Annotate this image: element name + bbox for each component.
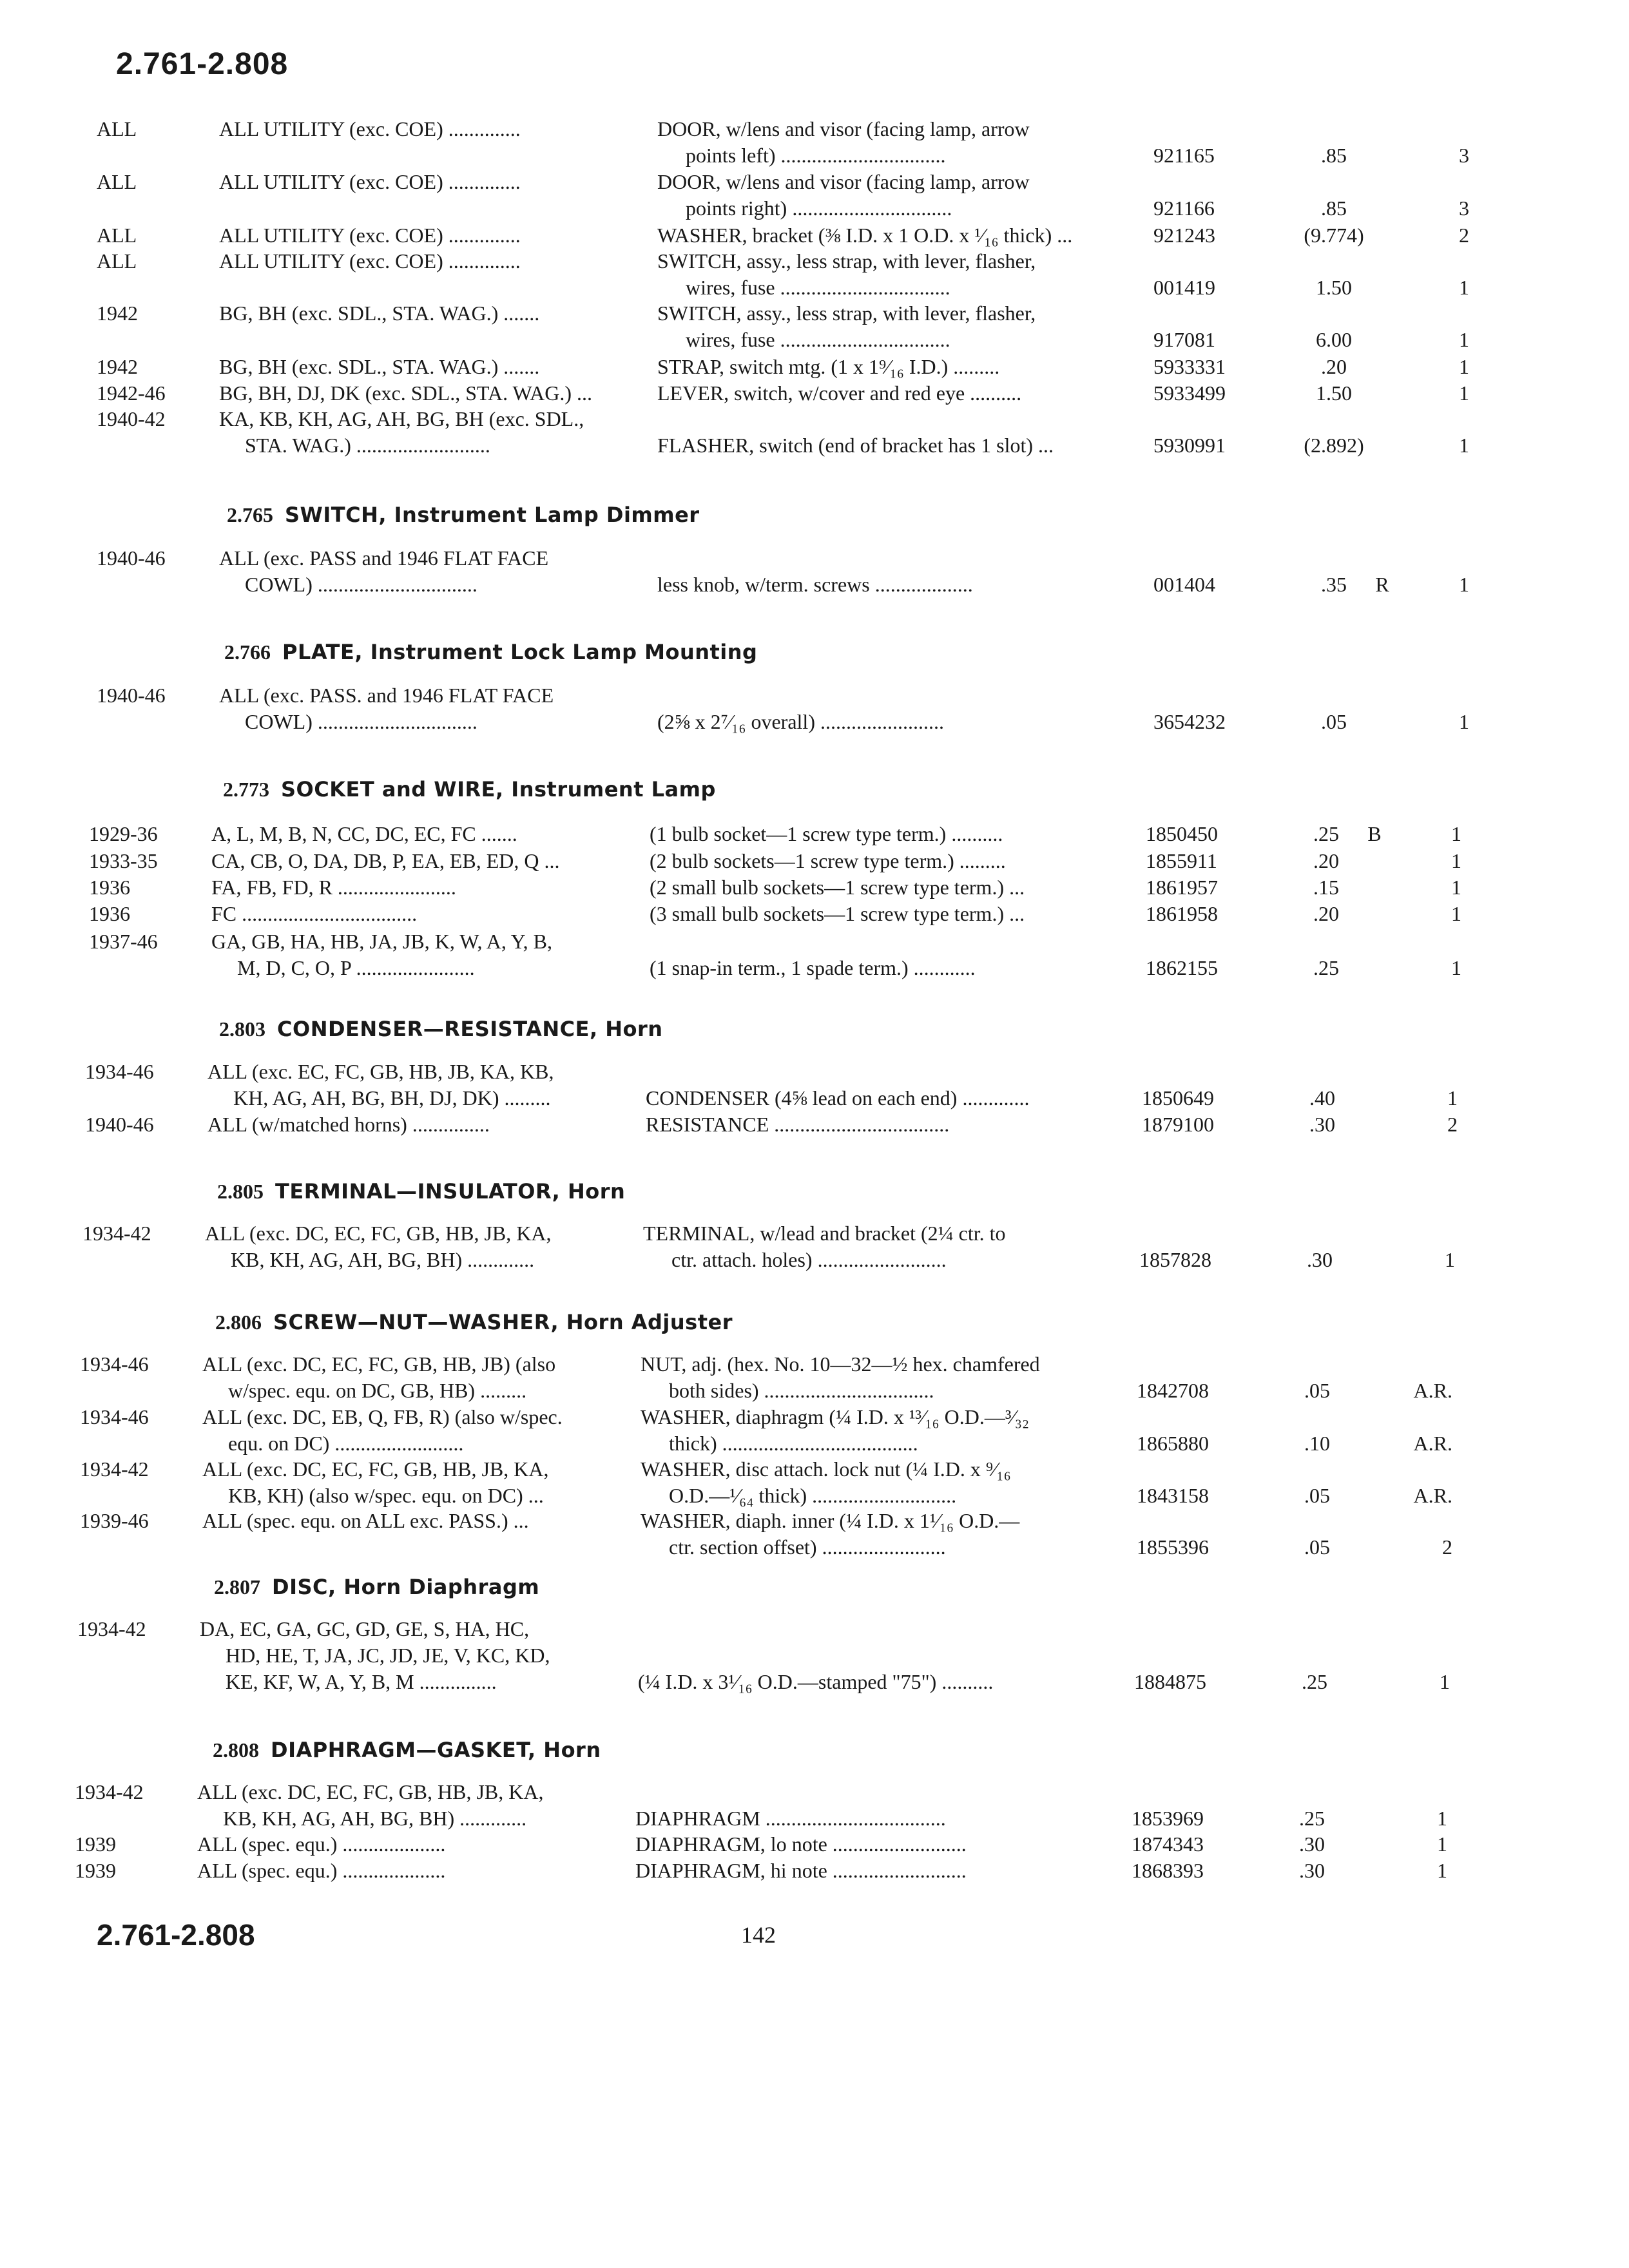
row-part-number: 1855396 [1137, 1535, 1209, 1559]
row-year: 1934-46 [85, 1060, 154, 1083]
row-part-number: 5933331 [1153, 355, 1226, 378]
section-number: 2.803 [219, 1017, 265, 1041]
row-description: (2⅝ x 2⁷⁄₁₆ overall) ........................ [657, 710, 944, 733]
section-number: 2.808 [213, 1738, 259, 1762]
row-year: 1934-42 [75, 1780, 144, 1803]
row-quantity: 3 [1459, 144, 1469, 167]
row-part-number: 1874343 [1132, 1832, 1204, 1856]
row-code: B [1367, 822, 1382, 845]
row-part-number: 1861958 [1146, 902, 1218, 925]
row-quantity: 1 [1459, 381, 1469, 405]
row-price: .85 [1321, 144, 1347, 167]
row-part-number: 1865880 [1137, 1432, 1209, 1455]
page-footer-range: 2.761-2.808 [97, 1918, 255, 1952]
table-row [0, 1859, 1607, 1885]
row-year: 1937-46 [89, 930, 158, 953]
row-price: .25 [1313, 822, 1339, 845]
row-model: FA, FB, FD, R ....................... [211, 876, 456, 899]
row-part-number: 001404 [1153, 573, 1215, 596]
row-part-number: 1842708 [1137, 1379, 1209, 1402]
row-description: wires, fuse ................................. [686, 276, 950, 299]
row-price: .05 [1304, 1484, 1330, 1507]
row-quantity: A.R. [1413, 1484, 1452, 1507]
row-description: (2 bulb sockets—1 screw type term.) ......... [650, 849, 1006, 872]
row-year: 1934-42 [77, 1617, 146, 1640]
table-row [0, 117, 1629, 170]
table-row [0, 930, 1621, 983]
row-part-number: 5933499 [1153, 381, 1226, 405]
row-model: ALL (exc. PASS and 1946 FLAT FACE [219, 546, 549, 570]
row-model: M, D, C, O, P ....................... [237, 956, 475, 979]
row-model: ALL (exc. DC, EC, FC, GB, HB, JB, KA, [205, 1222, 552, 1245]
row-price: .30 [1299, 1859, 1325, 1882]
row-year: 1934-46 [80, 1405, 149, 1428]
table-row [0, 1060, 1617, 1113]
row-part-number: 1843158 [1137, 1484, 1209, 1507]
row-description: O.D.—¹⁄₆₄ thick) ............................ [669, 1484, 957, 1507]
row-description: WASHER, diaphragm (¼ I.D. x ¹³⁄₁₆ O.D.—³⁄₃₂ [641, 1405, 1030, 1428]
table-row [0, 224, 1629, 250]
row-quantity: 1 [1447, 1086, 1458, 1110]
table-row [0, 876, 1621, 902]
row-model: ALL (spec. equ.) .................... [197, 1832, 446, 1856]
section-number: 2.805 [217, 1180, 264, 1203]
row-quantity: 1 [1459, 328, 1469, 351]
row-description: (1 snap-in term., 1 spade term.) ............ [650, 956, 976, 979]
row-year: 1942 [97, 302, 138, 325]
row-price: (2.892) [1304, 434, 1364, 457]
table-row [0, 1352, 1612, 1405]
section-heading [223, 777, 716, 802]
row-price: .30 [1299, 1832, 1325, 1856]
row-quantity: 3 [1459, 197, 1469, 220]
row-description: (¼ I.D. x 3¹⁄₁₆ O.D.—stamped "75") .......... [638, 1670, 994, 1693]
row-quantity: 2 [1459, 224, 1469, 247]
row-price: .30 [1309, 1113, 1335, 1136]
row-part-number: 1850450 [1146, 822, 1218, 845]
row-part-number: 5930991 [1153, 434, 1226, 457]
row-model: KH, AG, AH, BG, BH, DJ, DK) ......... [233, 1086, 551, 1110]
row-year: 1939 [75, 1859, 116, 1882]
row-description: thick) ...................................... [669, 1432, 918, 1455]
row-model: ALL UTILITY (exc. COE) .............. [219, 249, 521, 273]
row-quantity: 1 [1459, 710, 1469, 733]
row-description: TERMINAL, w/lead and bracket (2¼ ctr. to [643, 1222, 1006, 1245]
row-year: 1942 [97, 355, 138, 378]
row-code: R [1375, 573, 1389, 596]
row-price: .20 [1313, 902, 1339, 925]
row-description: (1 bulb socket—1 screw type term.) .......... [650, 822, 1003, 845]
section-number: 2.766 [224, 640, 271, 664]
table-row [0, 407, 1629, 460]
row-model: KA, KB, KH, AG, AH, BG, BH (exc. SDL., [219, 407, 584, 430]
row-description: LEVER, switch, w/cover and red eye .......... [657, 381, 1022, 405]
row-quantity: 1 [1459, 573, 1469, 596]
row-description: STRAP, switch mtg. (1 x 1⁹⁄₁₆ I.D.) ......... [657, 355, 1000, 378]
page-number: 142 [741, 1922, 776, 1948]
row-description: DIAPHRAGM ................................... [635, 1807, 946, 1830]
row-model: COWL) ............................... [245, 573, 477, 596]
row-model: COWL) ............................... [245, 710, 477, 733]
row-description: wires, fuse ................................. [686, 328, 950, 351]
row-part-number: 001419 [1153, 276, 1215, 299]
row-price: .30 [1307, 1248, 1333, 1271]
row-year: 1940-42 [97, 407, 166, 430]
row-model: equ. on DC) ......................... [228, 1432, 464, 1455]
row-quantity: 1 [1451, 849, 1461, 872]
row-year: ALL [97, 117, 137, 140]
row-year: 1936 [89, 902, 130, 925]
row-year: ALL [97, 224, 137, 247]
row-part-number: 1884875 [1134, 1670, 1206, 1693]
row-description: FLASHER, switch (end of bracket has 1 slot) ... [657, 434, 1054, 457]
section-number: 2.806 [215, 1311, 262, 1334]
row-description: SWITCH, assy., less strap, with lever, flasher, [657, 302, 1036, 325]
row-description: SWITCH, assy., less strap, with lever, flasher, [657, 249, 1036, 273]
row-part-number: 1868393 [1132, 1859, 1204, 1882]
row-price: .40 [1309, 1086, 1335, 1110]
row-model: ALL (exc. DC, EC, FC, GB, HB, JB) (also [202, 1352, 556, 1376]
table-row [0, 1832, 1607, 1859]
row-description: DIAPHRAGM, lo note .......................... [635, 1832, 967, 1856]
row-description: ctr. attach. holes) ......................... [671, 1248, 947, 1271]
row-price: .05 [1321, 710, 1347, 733]
row-description: both sides) ................................. [669, 1379, 934, 1402]
row-quantity: 1 [1459, 355, 1469, 378]
row-year: 1934-42 [82, 1222, 151, 1245]
section-heading [219, 1017, 663, 1041]
row-description: NUT, adj. (hex. No. 10—32—½ hex. chamfered [641, 1352, 1040, 1376]
row-part-number: 1879100 [1142, 1113, 1214, 1136]
row-model: BG, BH (exc. SDL., STA. WAG.) ....... [219, 302, 540, 325]
row-model: ALL UTILITY (exc. COE) .............. [219, 117, 521, 140]
row-part-number: 1850649 [1142, 1086, 1214, 1110]
row-year: 1940-46 [85, 1113, 154, 1136]
section-title: SOCKET and WIRE, Instrument Lamp [281, 777, 716, 802]
section-heading [224, 640, 757, 664]
table-row [0, 355, 1629, 381]
table-row [0, 1617, 1610, 1696]
row-model: CA, CB, O, DA, DB, P, EA, EB, ED, Q ... [211, 849, 560, 872]
row-year: 1936 [89, 876, 130, 899]
row-description: points right) ............................... [686, 197, 952, 220]
row-quantity: 2 [1447, 1113, 1458, 1136]
row-model: KB, KH, AG, AH, BG, BH) ............. [223, 1807, 527, 1830]
table-row [0, 302, 1629, 354]
row-price: .20 [1321, 355, 1347, 378]
row-model: ALL (exc. DC, EC, FC, GB, HB, JB, KA, [197, 1780, 544, 1803]
table-row [0, 1780, 1607, 1833]
row-quantity: 1 [1451, 956, 1461, 979]
row-part-number: 917081 [1153, 328, 1215, 351]
row-model: STA. WAG.) .......................... [245, 434, 490, 457]
row-part-number: 921243 [1153, 224, 1215, 247]
row-quantity: 1 [1437, 1832, 1447, 1856]
section-title: PLATE, Instrument Lock Lamp Mounting [282, 640, 758, 664]
row-price: .05 [1304, 1379, 1330, 1402]
row-part-number: 921166 [1153, 197, 1215, 220]
row-model: ALL (exc. PASS. and 1946 FLAT FACE [219, 684, 554, 707]
row-quantity: 2 [1442, 1535, 1452, 1559]
row-price: (9.774) [1304, 224, 1364, 247]
row-model: ALL (spec. equ.) .................... [197, 1859, 446, 1882]
row-price: 1.50 [1316, 381, 1352, 405]
row-part-number: 1855911 [1146, 849, 1217, 872]
table-row [0, 170, 1629, 223]
row-price: .05 [1304, 1535, 1330, 1559]
row-model: ALL (exc. EC, FC, GB, HB, JB, KA, KB, [207, 1060, 554, 1083]
row-description: RESISTANCE .................................. [646, 1113, 950, 1136]
row-model: ALL UTILITY (exc. COE) .............. [219, 170, 521, 193]
row-quantity: A.R. [1413, 1432, 1452, 1455]
row-part-number: 3654232 [1153, 710, 1226, 733]
row-description: WASHER, bracket (⅜ I.D. x 1 O.D. x ¹⁄₁₆ thick) ... [657, 224, 1073, 247]
section-title: DIAPHRAGM—GASKET, Horn [271, 1738, 601, 1762]
row-model: KB, KH) (also w/spec. equ. on DC) ... [228, 1484, 544, 1507]
row-price: .25 [1302, 1670, 1327, 1693]
table-row [0, 684, 1629, 736]
table-row [0, 546, 1629, 599]
row-price: .25 [1299, 1807, 1325, 1830]
row-price: .20 [1313, 849, 1339, 872]
row-year: 1942-46 [97, 381, 166, 405]
row-quantity: 1 [1440, 1670, 1450, 1693]
section-title: CONDENSER—RESISTANCE, Horn [277, 1017, 663, 1041]
section-heading [213, 1738, 601, 1762]
row-model: BG, BH (exc. SDL., STA. WAG.) ....... [219, 355, 540, 378]
row-model: GA, GB, HA, HB, JA, JB, K, W, A, Y, B, [211, 930, 552, 953]
row-model: A, L, M, B, N, CC, DC, EC, FC ....... [211, 822, 517, 845]
row-part-number: 1853969 [1132, 1807, 1204, 1830]
row-year: ALL [97, 249, 137, 273]
row-description: less knob, w/term. screws ................... [657, 573, 973, 596]
row-quantity: A.R. [1413, 1379, 1452, 1402]
row-quantity: 1 [1445, 1248, 1455, 1271]
row-model: BG, BH, DJ, DK (exc. SDL., STA. WAG.) ... [219, 381, 593, 405]
row-year: 1940-46 [97, 684, 166, 707]
table-row [0, 1457, 1612, 1510]
table-row [0, 1113, 1617, 1139]
section-heading [227, 503, 700, 527]
row-year: 1934-42 [80, 1457, 149, 1481]
row-quantity: 1 [1437, 1807, 1447, 1830]
row-year: 1939 [75, 1832, 116, 1856]
row-year: 1929-36 [89, 822, 158, 845]
row-price: .85 [1321, 197, 1347, 220]
section-number: 2.807 [214, 1575, 260, 1599]
row-description: points left) ................................ [686, 144, 946, 167]
row-model: FC .................................. [211, 902, 418, 925]
section-heading [217, 1179, 625, 1204]
row-price: .25 [1313, 956, 1339, 979]
table-row [0, 822, 1621, 849]
row-quantity: 1 [1459, 276, 1469, 299]
row-quantity: 1 [1459, 434, 1469, 457]
row-price: .15 [1313, 876, 1339, 899]
row-part-number: 921165 [1153, 144, 1215, 167]
row-year: 1939-46 [80, 1509, 149, 1532]
row-description: ctr. section offset) ........................ [669, 1535, 946, 1559]
row-model: HD, HE, T, JA, JC, JD, JE, V, KC, KD, [226, 1644, 550, 1667]
table-row [0, 1405, 1612, 1458]
table-row [0, 381, 1629, 408]
row-description: WASHER, disc attach. lock nut (¼ I.D. x ⁹⁄₁₆ [641, 1457, 1011, 1481]
row-part-number: 1857828 [1139, 1248, 1211, 1271]
table-row [0, 249, 1629, 302]
section-title: SWITCH, Instrument Lamp Dimmer [285, 503, 700, 527]
table-row [0, 902, 1621, 928]
row-year: 1934-46 [80, 1352, 149, 1376]
row-description: (3 small bulb sockets—1 screw type term.) ... [650, 902, 1025, 925]
row-model: KB, KH, AG, AH, BG, BH) ............. [231, 1248, 535, 1271]
table-row [0, 1509, 1612, 1562]
row-description: CONDENSER (4⅝ lead on each end) ............. [646, 1086, 1030, 1110]
section-title: TERMINAL—INSULATOR, Horn [275, 1179, 626, 1204]
row-model: ALL (w/matched horns) ............... [207, 1113, 490, 1136]
row-quantity: 1 [1437, 1859, 1447, 1882]
row-model: ALL (exc. DC, EB, Q, FB, R) (also w/spec. [202, 1405, 563, 1428]
table-row [0, 1222, 1615, 1274]
row-model: KE, KF, W, A, Y, B, M ............... [226, 1670, 497, 1693]
section-title: DISC, Horn Diaphragm [272, 1575, 540, 1599]
row-quantity: 1 [1451, 876, 1461, 899]
section-heading [214, 1575, 539, 1599]
row-part-number: 1861957 [1146, 876, 1218, 899]
row-description: WASHER, diaph. inner (¼ I.D. x 1¹⁄₁₆ O.D.— [641, 1509, 1020, 1532]
table-row [0, 849, 1621, 876]
row-model: ALL (spec. equ. on ALL exc. PASS.) ... [202, 1509, 529, 1532]
row-description: DOOR, w/lens and visor (facing lamp, arrow [657, 117, 1030, 140]
page-header-range: 2.761-2.808 [116, 47, 289, 81]
row-price: 1.50 [1316, 276, 1352, 299]
row-model: ALL UTILITY (exc. COE) .............. [219, 224, 521, 247]
row-price: .35 [1321, 573, 1347, 596]
row-model: ALL (exc. DC, EC, FC, GB, HB, JB, KA, [202, 1457, 549, 1481]
section-title: SCREW—NUT—WASHER, Horn Adjuster [273, 1310, 733, 1334]
row-part-number: 1862155 [1146, 956, 1218, 979]
row-description: DOOR, w/lens and visor (facing lamp, arrow [657, 170, 1030, 193]
row-description: DIAPHRAGM, hi note .......................... [635, 1859, 967, 1882]
row-quantity: 1 [1451, 902, 1461, 925]
row-price: .10 [1304, 1432, 1330, 1455]
row-price: 6.00 [1316, 328, 1352, 351]
section-number: 2.765 [227, 503, 273, 526]
row-year: ALL [97, 170, 137, 193]
row-quantity: 1 [1451, 822, 1461, 845]
row-model: w/spec. equ. on DC, GB, HB) ......... [228, 1379, 527, 1402]
row-description: (2 small bulb sockets—1 screw type term.) ... [650, 876, 1025, 899]
section-heading [215, 1310, 733, 1334]
section-number: 2.773 [223, 778, 269, 801]
row-year: 1940-46 [97, 546, 166, 570]
row-year: 1933-35 [89, 849, 158, 872]
row-model: DA, EC, GA, GC, GD, GE, S, HA, HC, [200, 1617, 530, 1640]
